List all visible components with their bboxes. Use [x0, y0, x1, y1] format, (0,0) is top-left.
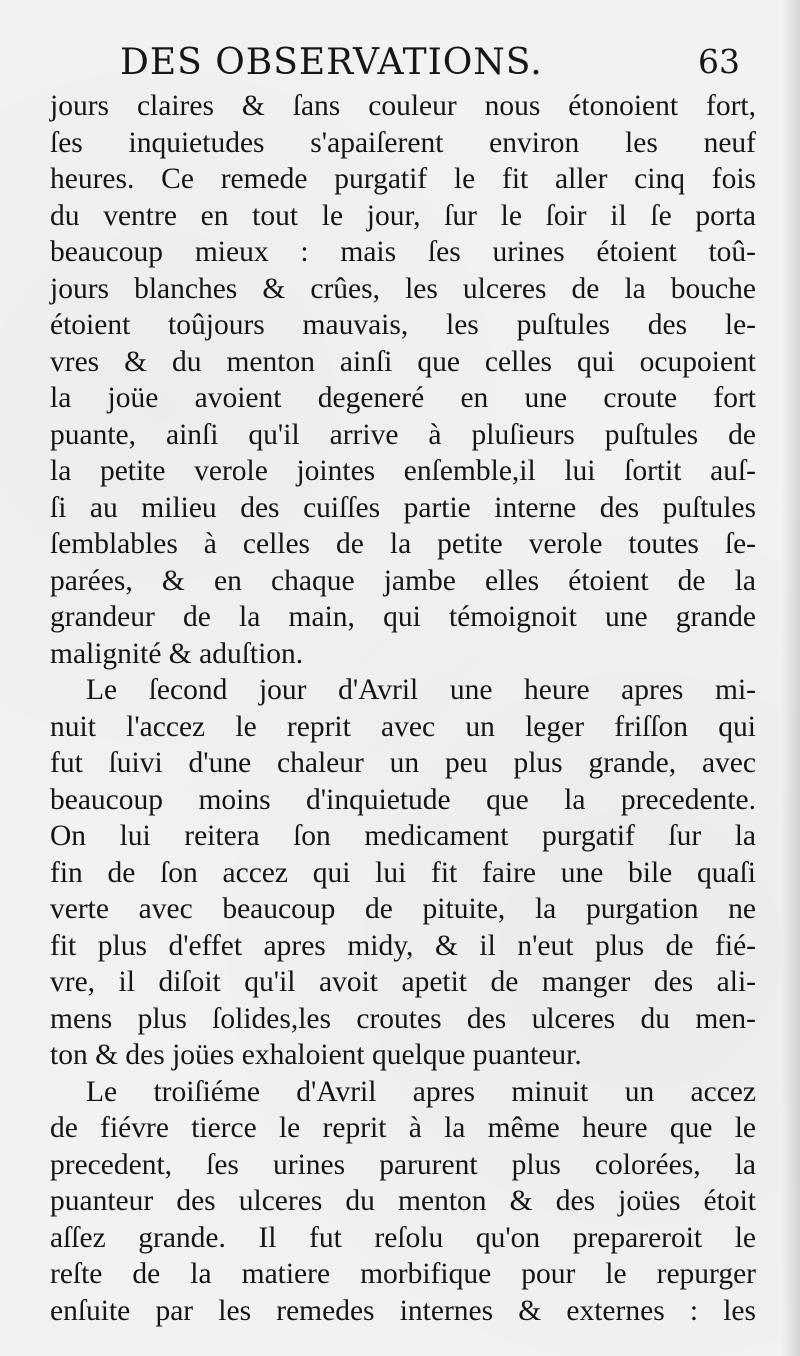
text-line: grandeur de la main, qui témoignoit une grande: [50, 601, 756, 633]
text-line: vres & du menton ainſi que celles qui ocupoient: [50, 345, 756, 378]
page-number: 63: [698, 42, 740, 81]
text-line: aſſez grande. Il fut reſolu qu'on prepareroit le: [50, 1221, 756, 1254]
text-line: la joüe avoient degeneré en une croute fort: [50, 382, 756, 414]
text-line: fin de ſon accez qui lui fit faire une bile quaſi: [50, 856, 756, 889]
text-line: puante, ainſi qu'il arrive à pluſieurs puſtules de: [50, 418, 756, 451]
page-edge-shadow: [782, 0, 800, 1356]
text-line: On lui reitera ſon medicament purgatif ſur la: [50, 820, 756, 852]
text-line: fut ſuivi d'une chaleur un peu plus grande, avec: [50, 747, 756, 779]
text-line: verte avec beaucoup de pituite, la purgation ne: [50, 893, 756, 925]
text-line: ton & des joües exhaloient quelque puanteur.: [50, 1039, 582, 1071]
text-line: du ventre en tout le jour, ſur le ſoir il ſe porta: [50, 199, 756, 232]
text-line: beaucoup moins d'inquietude que la precedente.: [50, 783, 756, 816]
paragraph-3: [50, 1074, 756, 1330]
text-line: jours claires & ſans couleur nous étonoient fort,: [50, 90, 756, 122]
text-line: Le troiſiéme d'Avril apres minuit un accez: [86, 1075, 756, 1108]
text-line: precedent, ſes urines parurent plus colorées, la: [50, 1148, 756, 1181]
text-line: ſi au milieu des cuiſſes partie interne des puſtules: [50, 491, 756, 524]
text-line: étoient toûjours mauvais, les puſtules des le-: [50, 309, 756, 341]
text-line: la petite verole jointes enſemble,il lui ſortit auſ-: [50, 455, 756, 487]
body-text: [50, 88, 756, 1329]
text-line: Le ſecond jour d'Avril une heure apres mi-: [86, 674, 756, 706]
text-line: puanteur des ulceres du menton & des joües étoit: [50, 1185, 756, 1217]
text-line: mens plus ſolides,les croutes des ulceres du men-: [50, 1002, 756, 1035]
text-line: nuit l'accez le reprit avec un leger friſſon qui: [50, 710, 756, 743]
page-header: [48, 42, 748, 92]
text-line: vre, il diſoit qu'il avoit apetit de manger des ali-: [50, 966, 756, 998]
text-line: ſemblables à celles de la petite verole toutes ſe-: [50, 528, 756, 560]
text-line: malignité & aduſtion.: [50, 637, 304, 670]
paragraph-2: [50, 672, 756, 1074]
text-line: reſte de la matiere morbifique pour le repurger: [50, 1258, 756, 1290]
text-line: enſuite par les remedes internes & externes : les: [50, 1294, 756, 1327]
text-line: de fiévre tierce le reprit à la même heure que le: [50, 1112, 756, 1144]
paragraph-1: [50, 88, 756, 672]
text-line: parées, & en chaque jambe elles étoient de la: [50, 564, 756, 597]
text-line: fit plus d'effet apres midy, & il n'eut plus de fié-: [50, 929, 756, 962]
text-line: ſes inquietudes s'apaiſerent environ les neuf: [50, 126, 756, 159]
text-line: jours blanches & crûes, les ulceres de la bouche: [50, 272, 756, 305]
text-line: heures. Ce remede purgatif le fit aller cinq fois: [50, 163, 756, 195]
running-title: DES OBSERVATIONS.: [120, 42, 543, 83]
text-line: beaucoup mieux : mais ſes urines étoient toû-: [50, 236, 756, 268]
